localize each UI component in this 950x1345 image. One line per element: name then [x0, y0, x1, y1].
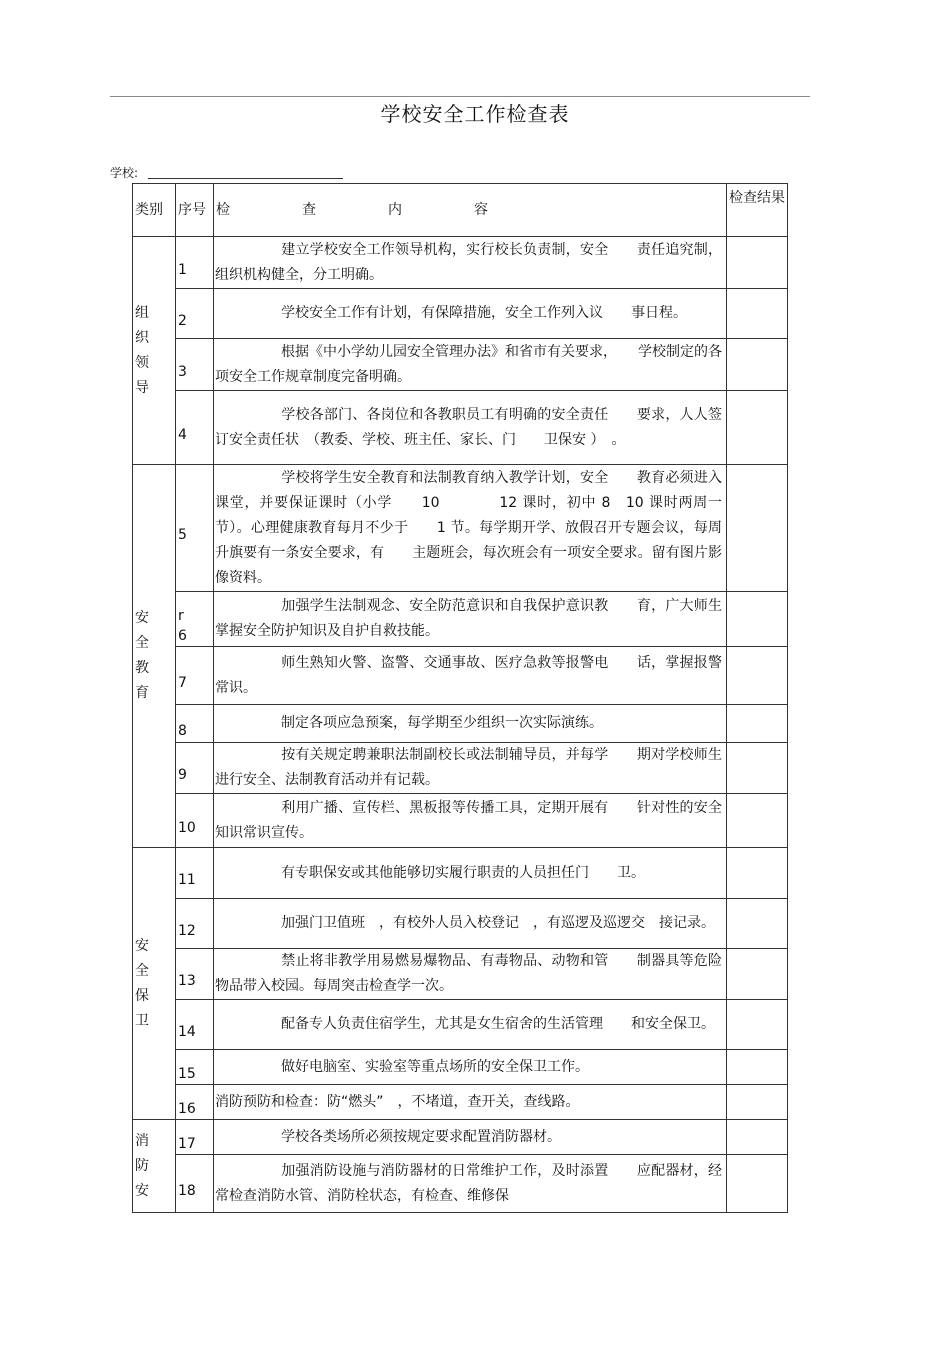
table-row [133, 743, 788, 794]
header-content-char: 查 [302, 202, 316, 218]
seq-cell: 2 [176, 289, 214, 339]
table-row [133, 1155, 788, 1213]
content-cell [214, 848, 727, 899]
category-cell: 消 防 安 [133, 1120, 176, 1213]
seq-cell: 5 [176, 465, 214, 592]
school-field [110, 164, 343, 181]
content-text: 按有关规定聘兼职法制副校长或法制辅导员，并每学 期对学校师生进行安全、法制教育活动并有记载。 [215, 747, 722, 788]
table-header-row [133, 184, 788, 237]
content-cell [214, 949, 727, 1000]
result-cell[interactable] [727, 1120, 788, 1155]
result-cell[interactable] [727, 647, 788, 705]
content-cell [214, 1085, 727, 1120]
table-row [133, 391, 788, 465]
school-label: 学校: [110, 166, 139, 180]
content-cell [214, 1000, 727, 1050]
result-cell[interactable] [727, 848, 788, 899]
header-result: 检查结果 [727, 184, 788, 237]
header-content-char: 容 [474, 202, 488, 218]
result-cell[interactable] [727, 339, 788, 391]
seq-cell: 9 [176, 743, 214, 794]
seq-cell: 10 [176, 794, 214, 848]
content-cell [214, 289, 727, 339]
result-cell[interactable] [727, 949, 788, 1000]
table-row [133, 1085, 788, 1120]
header-content-char: 检 [216, 202, 230, 218]
seq-cell: 17 [176, 1120, 214, 1155]
result-cell[interactable] [727, 899, 788, 949]
table-row [133, 794, 788, 848]
category-cell: 安 全 保 卫 [133, 848, 176, 1120]
inspection-table [132, 183, 788, 1213]
table-row [133, 1000, 788, 1050]
seq-cell: 11 [176, 848, 214, 899]
seq-cell: 1 [176, 237, 214, 289]
content-text: 根据《中小学幼儿园安全管理办法》和省市有关要求， 学校制定的各项安全工作规章制度完备明确。 [215, 343, 722, 385]
content-text: 加强学生法制观念、安全防范意识和自我保护意识教 育，广大师生掌握安全防护知识及自护自救技能。 [215, 598, 722, 639]
category-cell: 组 织 领 导 [133, 237, 176, 465]
content-text: 加强门卫值班 ，有校外人员入校登记 ，有巡逻及巡逻交 接记录。 [281, 915, 715, 931]
table-row [133, 465, 788, 592]
result-cell[interactable] [727, 1000, 788, 1050]
content-cell [214, 237, 727, 289]
result-cell[interactable] [727, 1085, 788, 1120]
table-row [133, 848, 788, 899]
content-text: 学校安全工作有计划，有保障措施，安全工作列入议 事日程。 [281, 305, 687, 321]
result-cell[interactable] [727, 705, 788, 743]
result-cell[interactable] [727, 1050, 788, 1085]
content-text: 消防预防和检查：防“燃头” ，不堵道，查开关，查线路。 [215, 1093, 580, 1110]
table-row [133, 289, 788, 339]
school-blank-line[interactable] [148, 168, 343, 179]
table-row [133, 237, 788, 289]
content-cell [214, 705, 727, 743]
table-row [133, 1050, 788, 1085]
category-cell: 安 全 教 育 [133, 465, 176, 848]
result-cell[interactable] [727, 794, 788, 848]
header-category: 类别 [133, 184, 176, 237]
seq-cell: 3 [176, 339, 214, 391]
content-text: 学校各类场所必须按规定要求配置消防器材。 [281, 1128, 561, 1145]
content-cell [214, 647, 727, 705]
table-row [133, 339, 788, 391]
content-text: 做好电脑室、实验室等重点场所的安全保卫工作。 [281, 1058, 589, 1075]
table-row [133, 647, 788, 705]
table-row [133, 1120, 788, 1155]
seq-cell: 16 [176, 1085, 214, 1120]
content-text: 加强消防设施与消防器材的日常维护工作，及时添置 应配器材，经常检查消防水管、消防栓状态，有检查、维修保 [215, 1162, 722, 1204]
result-cell[interactable] [727, 237, 788, 289]
page-title: 学校安全工作检查表 [380, 102, 570, 126]
table-row [133, 949, 788, 1000]
content-cell [214, 1155, 727, 1213]
content-text: 制定各项应急预案，每学期至少组织一次实际演练。 [281, 715, 603, 731]
table-row [133, 705, 788, 743]
header-seq: 序号 [176, 184, 214, 237]
result-cell[interactable] [727, 391, 788, 465]
content-text: 建立学校安全工作领导机构，实行校长负责制，安全 责任追究制，组织机构健全，分工明确。 [215, 241, 722, 283]
table-row [133, 592, 788, 647]
table-row [133, 899, 788, 949]
content-cell [214, 465, 727, 592]
content-text: 有专职保安或其他能够切实履行职责的人员担任门 卫。 [281, 864, 645, 881]
result-cell[interactable] [727, 289, 788, 339]
result-cell[interactable] [727, 465, 788, 592]
result-cell[interactable] [727, 1155, 788, 1213]
result-cell[interactable] [727, 743, 788, 794]
content-cell [214, 1050, 727, 1085]
seq-cell: 15 [176, 1050, 214, 1085]
result-cell[interactable] [727, 592, 788, 647]
seq-cell: r 6 [176, 592, 214, 647]
content-cell [214, 899, 727, 949]
top-rule [110, 96, 810, 97]
header-content-char: 内 [388, 202, 402, 218]
content-text: 配备专人负责住宿学生，尤其是女生宿舍的生活管理 和安全保卫。 [281, 1016, 715, 1032]
content-text: 禁止将非教学用易燃易爆物品、有毒物品、动物和管 制器具等危险物品带入校园。每周突击检查学一次。 [215, 953, 722, 994]
seq-cell: 4 [176, 391, 214, 465]
content-cell [214, 339, 727, 391]
seq-cell: 14 [176, 1000, 214, 1050]
content-cell [214, 794, 727, 848]
content-cell [214, 1120, 727, 1155]
seq-cell: 7 [176, 647, 214, 705]
seq-cell: 8 [176, 705, 214, 743]
content-text: 师生熟知火警、盗警、交通事故、医疗急救等报警电 话，掌握报警常识。 [215, 654, 722, 696]
content-text: 学校各部门、各岗位和各教职员工有明确的安全责任 要求，人人签订安全责任状 （教委、学校、班主任、家长、门 卫保安 ） 。 [215, 406, 722, 448]
seq-cell: 13 [176, 949, 214, 1000]
content-text: 利用广播、宣传栏、黑板报等传播工具，定期开展有 针对性的安全知识常识宣传。 [215, 799, 722, 841]
seq-cell: 18 [176, 1155, 214, 1213]
header-content [214, 184, 727, 237]
seq-cell: 12 [176, 899, 214, 949]
content-text: 学校将学生安全教育和法制教育纳入教学计划，安全 教育必须进入课堂，并要保证课时（小学 10 12 课时，初中 8 10 课时两周一节）。心理健康教育每月不少于 1 节。每学期开学、放假召开专题会议，每周升旗要有一条安全要求，有 主题班会，每次班会有一项安全要求。留有图片影像资料。 [215, 469, 722, 586]
content-cell [214, 743, 727, 794]
content-cell [214, 592, 727, 647]
content-cell [214, 391, 727, 465]
